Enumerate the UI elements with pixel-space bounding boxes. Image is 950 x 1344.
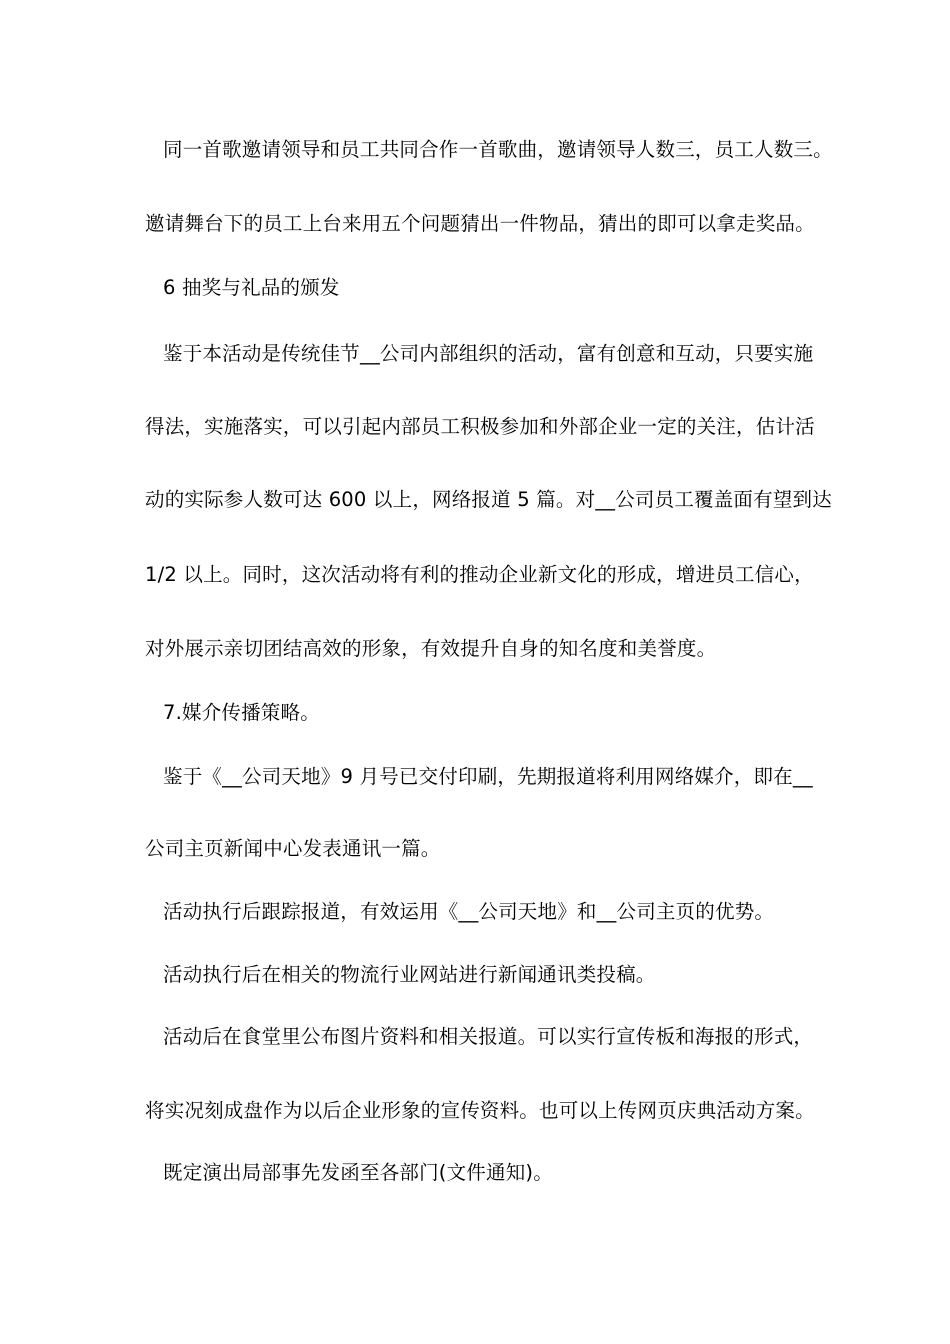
paragraph-line: 活动执行后在相关的物流行业网站进行新闻通讯类投稿。 bbox=[163, 963, 656, 986]
paragraph-line: 对外展示亲切团结高效的形象，有效提升自身的知名度和美誉度。 bbox=[145, 637, 717, 660]
paragraph-line: 得法，实施落实，可以引起内部员工积极参加和外部企业一定的关注，估计活 bbox=[145, 415, 815, 438]
paragraph-line: 既定演出局部事先发函至各部门(文件通知)。 bbox=[163, 1161, 553, 1184]
paragraph-line: 动的实际参人数可达 600 以上，网络报道 5 篇。对__公司员工覆盖面有望到达 bbox=[145, 488, 832, 511]
paragraph-line: 活动后在食堂里公布图片资料和相关报道。可以实行宣传板和海报的形式， bbox=[163, 1025, 814, 1048]
paragraph-line: 鉴于本活动是传统佳节__公司内部组织的活动，富有创意和互动，只要实施 bbox=[163, 342, 814, 365]
section-heading: 6 抽奖与礼品的颁发 bbox=[163, 276, 340, 299]
paragraph-line: 1/2 以上。同时，这次活动将有利的推动企业新文化的形成，增进员工信心， bbox=[145, 563, 814, 586]
paragraph-line: 邀请舞台下的员工上台来用五个问题猜出一件物品，猜出的即可以拿走奖品。 bbox=[145, 212, 815, 235]
paragraph-line: 将实况刻成盘作为以后企业形象的宣传资料。也可以上传网页庆典活动方案。 bbox=[145, 1099, 815, 1122]
section-heading: 7.媒介传播策略。 bbox=[163, 701, 320, 724]
paragraph-line: 鉴于《__公司天地》9 月号已交付印刷，先期报道将利用网络媒介，即在__ bbox=[163, 765, 813, 788]
paragraph-line: 公司主页新闻中心发表通讯一篇。 bbox=[145, 837, 441, 860]
paragraph-line: 活动执行后跟踪报道，有效运用《__公司天地》和__公司主页的优势。 bbox=[163, 900, 775, 923]
paragraph-line: 同一首歌邀请领导和员工共同合作一首歌曲，邀请领导人数三，员工人数三。 bbox=[163, 138, 833, 161]
